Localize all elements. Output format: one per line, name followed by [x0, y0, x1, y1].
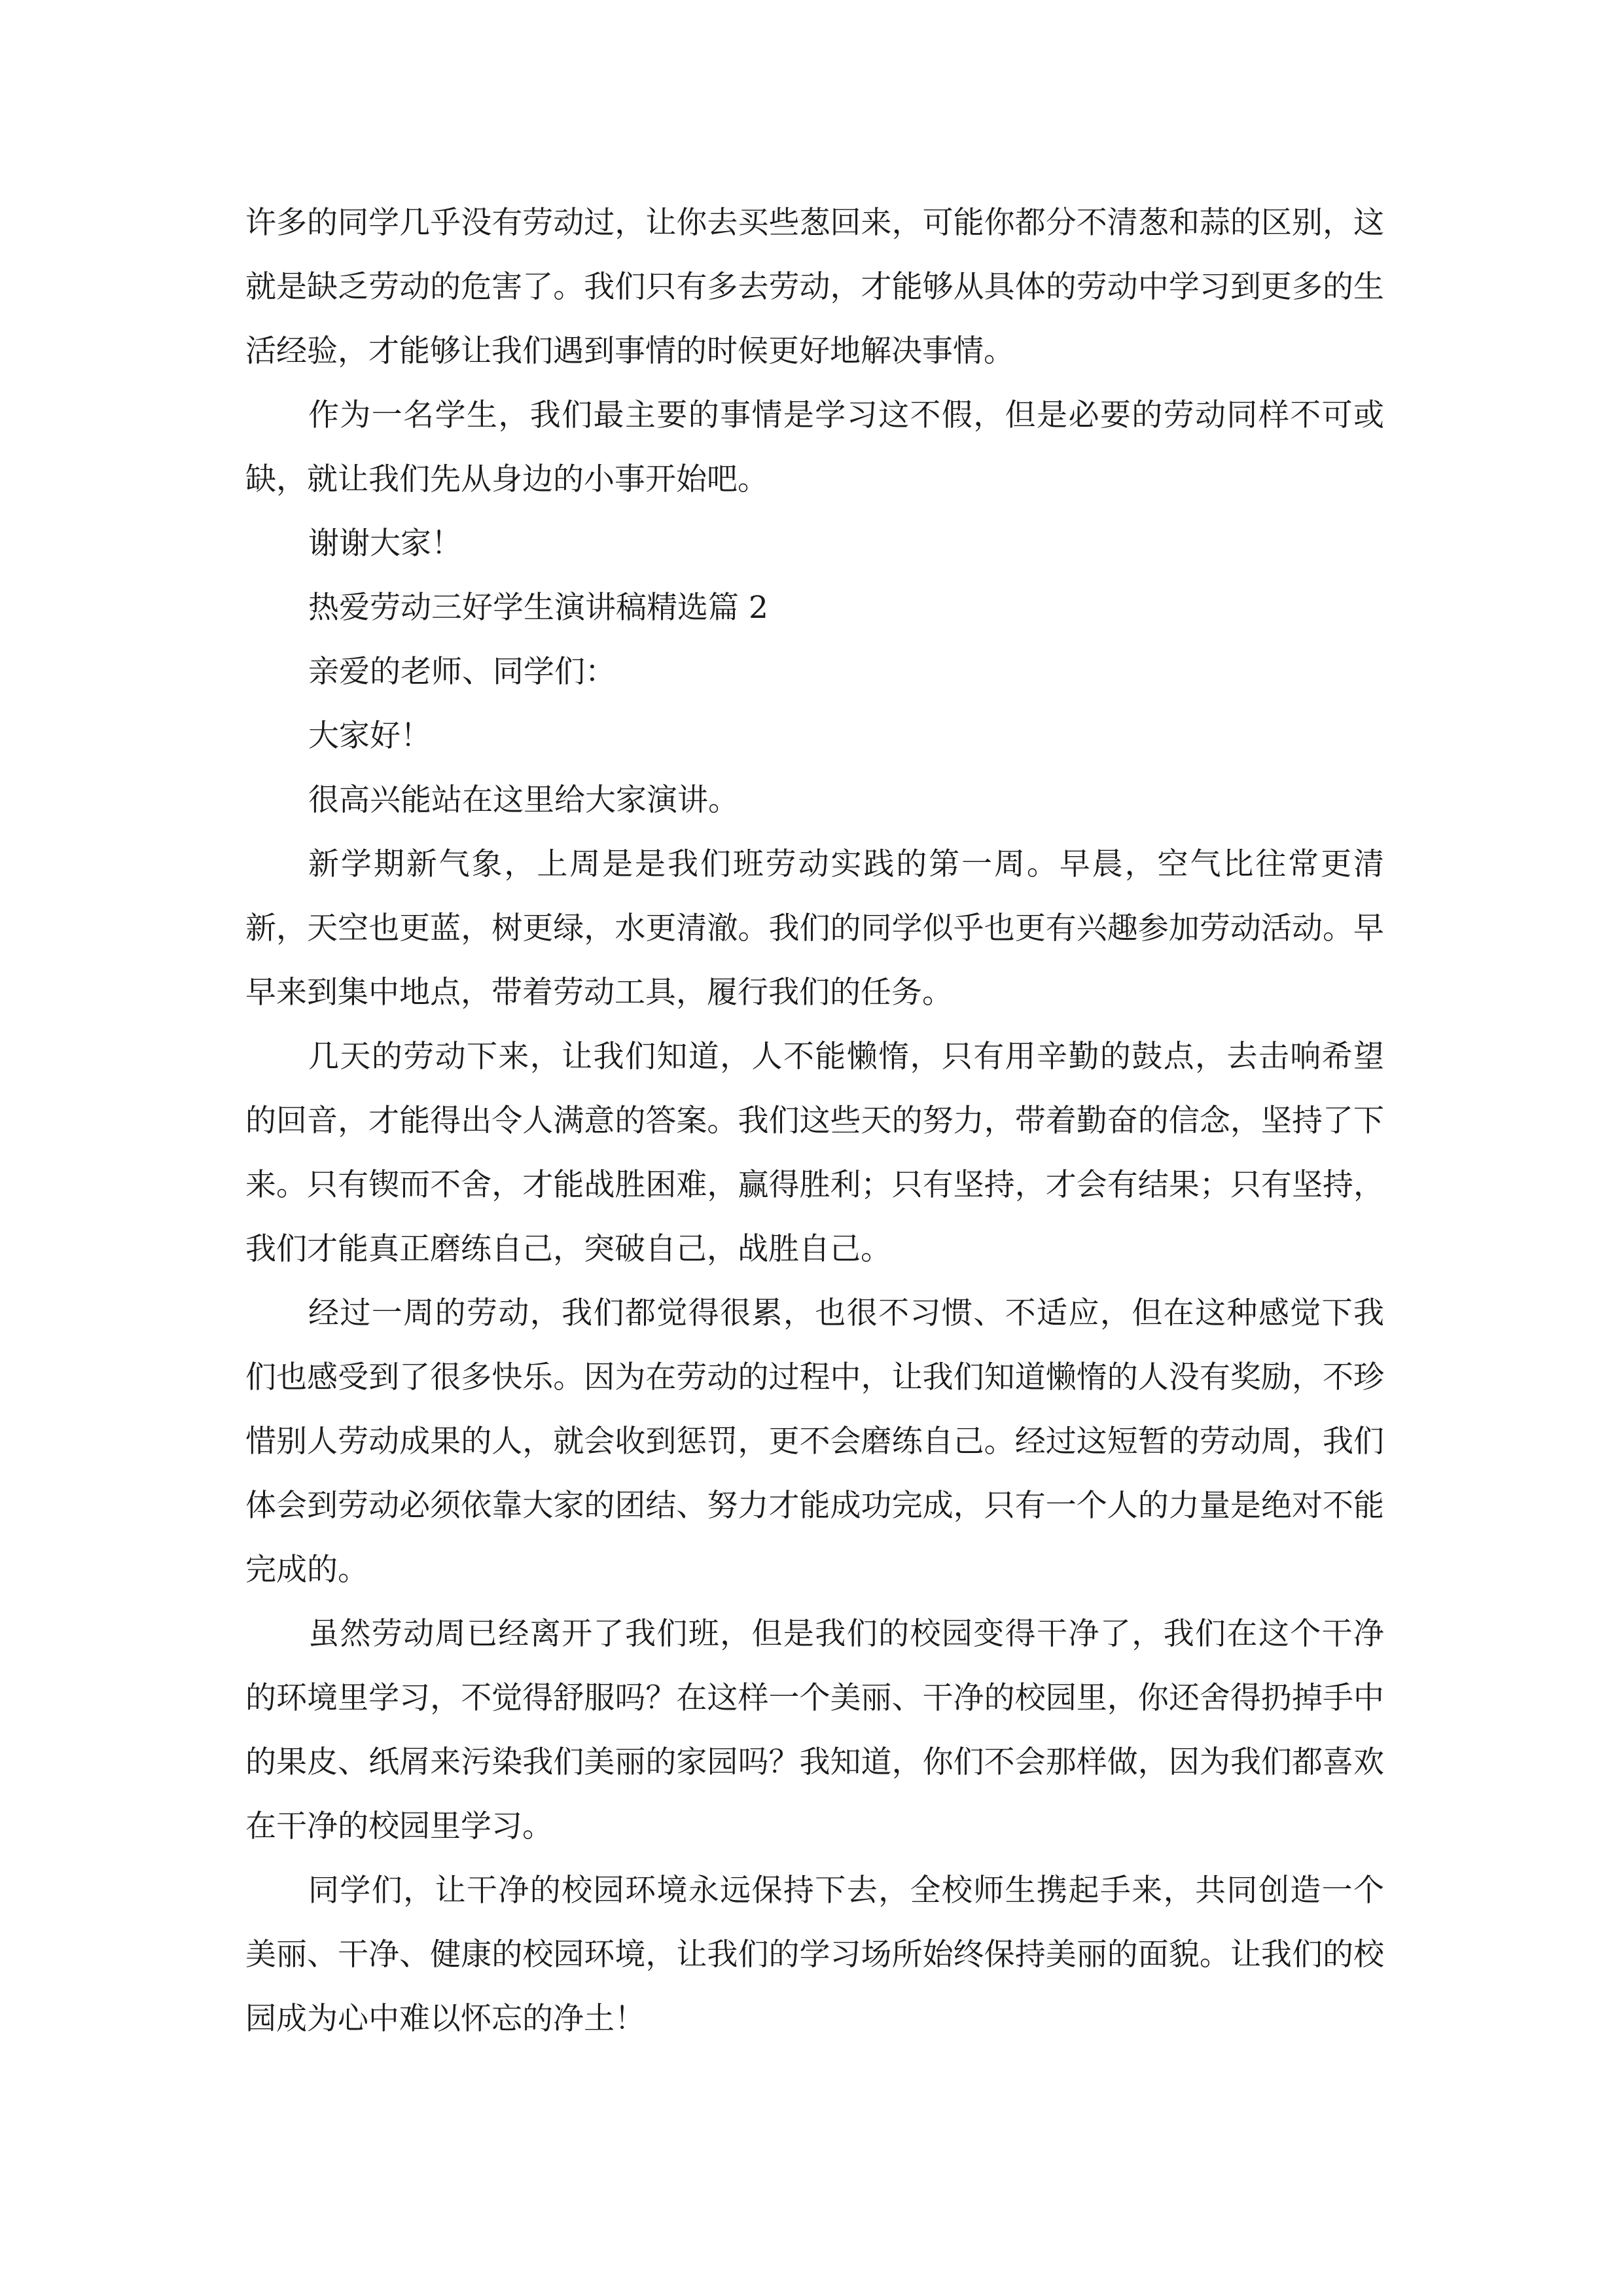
paragraph: 新学期新气象，上周是是我们班劳动实践的第一周。早晨，空气比往常更清新，天空也更蓝，树更绿，水更清澈。我们的同学似乎也更有兴趣参加劳动活动。早早来到集中地点，带着劳动工具，履行我们的任务。	[245, 846, 1384, 1011]
closing-thanks: 谢谢大家！	[308, 526, 462, 562]
paragraph: 同学们，让干净的校园环境永远保持下去，全校师生携起手来，共同创造一个美丽、干净、健康的校园环境，让我们的学习场所始终保持美丽的面貌。让我们的校园成为心中难以怀忘的净土！	[245, 1873, 1384, 2037]
paragraph: 几天的劳动下来，让我们知道，人不能懒惰，只有用辛勤的鼓点，去击响希望的回音，才能得出令人满意的答案。我们这些天的努力，带着勤奋的信念，坚持了下来。只有锲而不舍，才能战胜困难，赢得胜利；只有坚持，才会有结果；只有坚持，我们才能真正磨练自己，突破自己，战胜自己。	[245, 1039, 1384, 1267]
document-body	[245, 191, 1384, 2051]
greeting: 大家好！	[308, 718, 431, 754]
salutation: 亲爱的老师、同学们：	[308, 654, 616, 690]
paragraph: 虽然劳动周已经离开了我们班，但是我们的校园变得干净了，我们在这个干净的环境里学习，不觉得舒服吗？在这样一个美丽、干净的校园里，你还舍得扔掉手中的果皮、纸屑来污染我们美丽的家园吗？我知道，你们不会那样做，因为我们都喜欢在干净的校园里学习。	[245, 1616, 1384, 1844]
paragraph: 经过一周的劳动，我们都觉得很累，也很不习惯、不适应，但在这种感觉下我们也感受到了很多快乐。因为在劳动的过程中，让我们知道懒惰的人没有奖励，不珍惜别人劳动成果的人，就会收到惩罚，更不会磨练自己。经过这短暂的劳动周，我们体会到劳动必须依靠大家的团结、努力才能成功完成，只有一个人的力量是绝对不能完成的。	[245, 1295, 1384, 1588]
paragraph-continued: 许多的同学几乎没有劳动过，让你去买些葱回来，可能你都分不清葱和蒜的区别，这就是缺乏劳动的危害了。我们只有多去劳动，才能够从具体的劳动中学习到更多的生活经验，才能够让我们遇到事情的时候更好地解决事情。	[245, 205, 1384, 369]
section-title: 热爱劳动三好学生演讲稿精选篇 2	[308, 590, 768, 626]
paragraph: 作为一名学生，我们最主要的事情是学习这不假，但是必要的劳动同样不可或缺，就让我们先从身边的小事开始吧。	[245, 397, 1384, 497]
paragraph: 很高兴能站在这里给大家演讲。	[308, 782, 739, 818]
